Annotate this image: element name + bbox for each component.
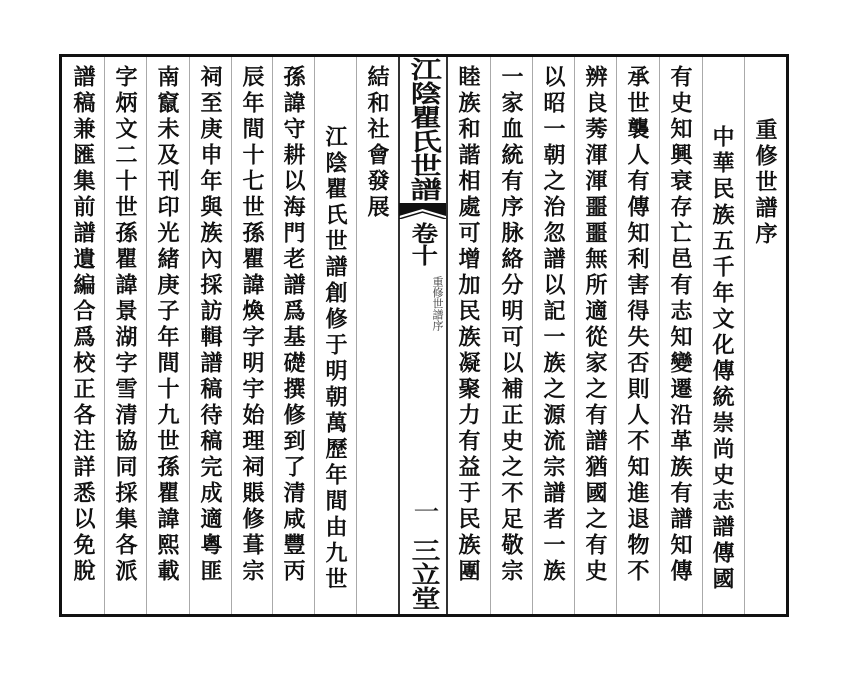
text-column: 辨良莠渾渾噩噩無所適從家之有譜猶國之有史: [582, 65, 608, 585]
column-divider: [104, 57, 105, 614]
text-column: 江陰瞿氏世譜創修于明朝萬歷年間由九世: [322, 125, 348, 593]
column-divider: [146, 57, 147, 614]
text-column: 祠至庚申年與族內採訪輯譜稿待稿完成適粵匪: [197, 65, 223, 585]
text-column: 孫諱守耕以海門老譜爲基礎撰修到了清咸豐丙: [280, 65, 306, 585]
column-divider: [616, 57, 617, 614]
column-divider: [702, 57, 703, 614]
column-divider: [490, 57, 491, 614]
text-column: 字炳文二十世孫瞿諱景湖字雪清協同採集各派: [112, 65, 138, 585]
preface-title: 重修世譜序: [752, 118, 778, 248]
column-divider: [574, 57, 575, 614]
column-divider: [272, 57, 273, 614]
column-divider: [356, 57, 357, 614]
spine-divider: [446, 57, 448, 614]
section-label: 重修世譜序: [431, 276, 444, 331]
text-column: 以昭一朝之治忽譜以記一族之源流宗譜者一族: [540, 65, 566, 585]
text-column: 譜稿兼匯集前譜遺編合爲校正各注詳悉以免脫: [70, 65, 96, 585]
text-column: 一家血統有序脉絡分明可以補正史之不足敬宗: [498, 65, 524, 585]
column-divider: [532, 57, 533, 614]
text-column: 睦族和諧相處可增加民族凝聚力有益于民族團: [455, 65, 481, 585]
column-divider: [744, 57, 745, 614]
volume-label: 卷十: [407, 222, 439, 266]
column-divider: [314, 57, 315, 614]
text-column: 中華民族五千年文化傳統崇尚史志譜傳國: [709, 125, 735, 593]
column-divider: [189, 57, 190, 614]
hall-name: 三立堂: [406, 538, 441, 610]
page-number: 一: [409, 498, 439, 524]
book-title: 江陰瞿氏世譜: [404, 57, 443, 201]
column-divider: [231, 57, 232, 614]
text-column: 承世襲人有傳知利害得失否則人不知進退物不: [624, 65, 650, 585]
fishtail-ornament-icon: [399, 203, 446, 219]
text-column: 辰年間十七世孫瞿諱煥字明宇始理祠賬修葺宗: [239, 65, 265, 585]
column-divider: [659, 57, 660, 614]
text-column: 南竄未及刊印光緒庚子年間十九世孫瞿諱熙載: [154, 65, 180, 585]
text-column: 結和社會發展: [364, 65, 390, 221]
text-column: 有史知興衰存亡邑有志知變遷沿革族有譜知傳: [667, 65, 693, 585]
spine-divider: [398, 57, 400, 614]
